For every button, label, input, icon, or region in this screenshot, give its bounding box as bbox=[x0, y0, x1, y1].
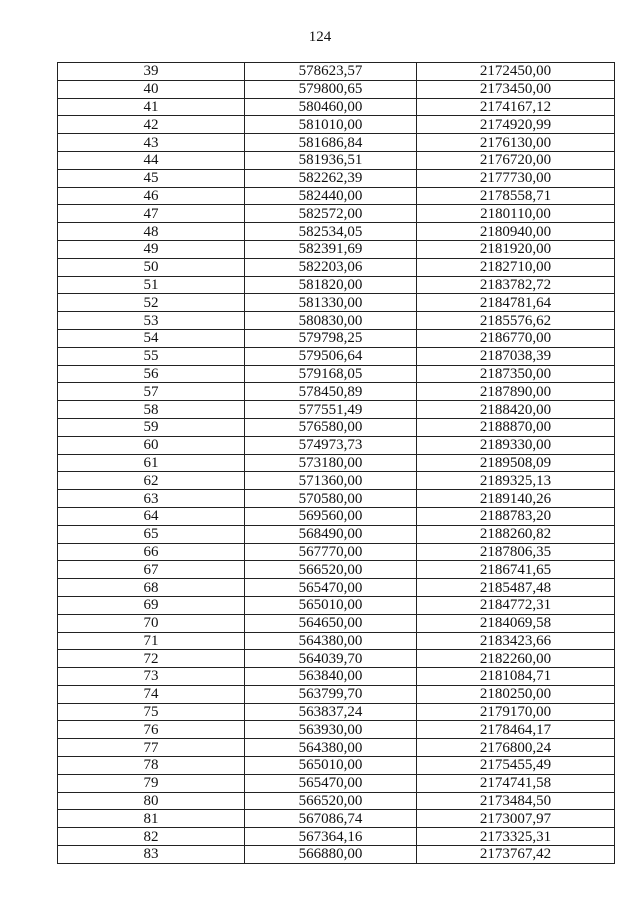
x-coordinate-cell: 566520,00 bbox=[245, 792, 417, 810]
x-coordinate-cell: 566520,00 bbox=[245, 561, 417, 579]
table-row bbox=[58, 418, 615, 436]
x-coordinate-cell: 582440,00 bbox=[245, 187, 417, 205]
table-row bbox=[58, 507, 615, 525]
y-coordinate-cell: 2187890,00 bbox=[417, 383, 615, 401]
y-coordinate-cell: 2187350,00 bbox=[417, 365, 615, 383]
point-number-cell: 41 bbox=[58, 98, 245, 116]
point-number-cell: 75 bbox=[58, 703, 245, 721]
y-coordinate-cell: 2173007,97 bbox=[417, 810, 615, 828]
y-coordinate-cell: 2189330,00 bbox=[417, 436, 615, 454]
x-coordinate-cell: 565010,00 bbox=[245, 596, 417, 614]
point-number-cell: 43 bbox=[58, 134, 245, 152]
y-coordinate-cell: 2185487,48 bbox=[417, 579, 615, 597]
table-row bbox=[58, 169, 615, 187]
point-number-cell: 61 bbox=[58, 454, 245, 472]
point-number-cell: 40 bbox=[58, 80, 245, 98]
y-coordinate-cell: 2184781,64 bbox=[417, 294, 615, 312]
point-number-cell: 48 bbox=[58, 223, 245, 241]
table-row bbox=[58, 774, 615, 792]
y-coordinate-cell: 2173484,50 bbox=[417, 792, 615, 810]
point-number-cell: 74 bbox=[58, 685, 245, 703]
table-row bbox=[58, 685, 615, 703]
x-coordinate-cell: 582203,06 bbox=[245, 258, 417, 276]
x-coordinate-cell: 573180,00 bbox=[245, 454, 417, 472]
x-coordinate-cell: 563837,24 bbox=[245, 703, 417, 721]
y-coordinate-cell: 2182710,00 bbox=[417, 258, 615, 276]
point-number-cell: 69 bbox=[58, 596, 245, 614]
y-coordinate-cell: 2189325,13 bbox=[417, 472, 615, 490]
y-coordinate-cell: 2187038,39 bbox=[417, 347, 615, 365]
table-row bbox=[58, 347, 615, 365]
x-coordinate-cell: 564650,00 bbox=[245, 614, 417, 632]
table-row bbox=[58, 472, 615, 490]
y-coordinate-cell: 2178558,71 bbox=[417, 187, 615, 205]
point-number-cell: 45 bbox=[58, 169, 245, 187]
table-row bbox=[58, 329, 615, 347]
x-coordinate-cell: 578450,89 bbox=[245, 383, 417, 401]
table-row bbox=[58, 561, 615, 579]
point-number-cell: 62 bbox=[58, 472, 245, 490]
point-number-cell: 46 bbox=[58, 187, 245, 205]
y-coordinate-cell: 2178464,17 bbox=[417, 721, 615, 739]
point-number-cell: 52 bbox=[58, 294, 245, 312]
point-number-cell: 65 bbox=[58, 525, 245, 543]
point-number-cell: 39 bbox=[58, 63, 245, 81]
coordinates-table-body bbox=[58, 63, 615, 864]
y-coordinate-cell: 2186770,00 bbox=[417, 329, 615, 347]
y-coordinate-cell: 2174741,58 bbox=[417, 774, 615, 792]
y-coordinate-cell: 2180250,00 bbox=[417, 685, 615, 703]
table-row bbox=[58, 312, 615, 330]
x-coordinate-cell: 565010,00 bbox=[245, 757, 417, 775]
table-row bbox=[58, 454, 615, 472]
point-number-cell: 44 bbox=[58, 151, 245, 169]
point-number-cell: 55 bbox=[58, 347, 245, 365]
table-row bbox=[58, 187, 615, 205]
table-row bbox=[58, 525, 615, 543]
point-number-cell: 77 bbox=[58, 739, 245, 757]
x-coordinate-cell: 567086,74 bbox=[245, 810, 417, 828]
point-number-cell: 73 bbox=[58, 668, 245, 686]
x-coordinate-cell: 563930,00 bbox=[245, 721, 417, 739]
point-number-cell: 59 bbox=[58, 418, 245, 436]
table-row bbox=[58, 401, 615, 419]
x-coordinate-cell: 577551,49 bbox=[245, 401, 417, 419]
point-number-cell: 47 bbox=[58, 205, 245, 223]
point-number-cell: 72 bbox=[58, 650, 245, 668]
x-coordinate-cell: 563840,00 bbox=[245, 668, 417, 686]
x-coordinate-cell: 581330,00 bbox=[245, 294, 417, 312]
point-number-cell: 63 bbox=[58, 490, 245, 508]
x-coordinate-cell: 567364,16 bbox=[245, 828, 417, 846]
point-number-cell: 79 bbox=[58, 774, 245, 792]
table-row bbox=[58, 116, 615, 134]
y-coordinate-cell: 2183423,66 bbox=[417, 632, 615, 650]
point-number-cell: 68 bbox=[58, 579, 245, 597]
table-row bbox=[58, 258, 615, 276]
x-coordinate-cell: 581936,51 bbox=[245, 151, 417, 169]
table-row bbox=[58, 294, 615, 312]
x-coordinate-cell: 569560,00 bbox=[245, 507, 417, 525]
table-row bbox=[58, 365, 615, 383]
y-coordinate-cell: 2181920,00 bbox=[417, 240, 615, 258]
table-row bbox=[58, 134, 615, 152]
y-coordinate-cell: 2188420,00 bbox=[417, 401, 615, 419]
table-row bbox=[58, 757, 615, 775]
y-coordinate-cell: 2176720,00 bbox=[417, 151, 615, 169]
x-coordinate-cell: 579506,64 bbox=[245, 347, 417, 365]
table-row bbox=[58, 436, 615, 454]
table-row bbox=[58, 650, 615, 668]
y-coordinate-cell: 2181084,71 bbox=[417, 668, 615, 686]
x-coordinate-cell: 565470,00 bbox=[245, 579, 417, 597]
y-coordinate-cell: 2173325,31 bbox=[417, 828, 615, 846]
point-number-cell: 53 bbox=[58, 312, 245, 330]
x-coordinate-cell: 571360,00 bbox=[245, 472, 417, 490]
x-coordinate-cell: 579800,65 bbox=[245, 80, 417, 98]
x-coordinate-cell: 563799,70 bbox=[245, 685, 417, 703]
x-coordinate-cell: 581686,84 bbox=[245, 134, 417, 152]
table-row bbox=[58, 579, 615, 597]
x-coordinate-cell: 582391,69 bbox=[245, 240, 417, 258]
coordinates-table bbox=[57, 62, 615, 864]
y-coordinate-cell: 2189140,26 bbox=[417, 490, 615, 508]
point-number-cell: 54 bbox=[58, 329, 245, 347]
point-number-cell: 56 bbox=[58, 365, 245, 383]
x-coordinate-cell: 567770,00 bbox=[245, 543, 417, 561]
y-coordinate-cell: 2180110,00 bbox=[417, 205, 615, 223]
table-row bbox=[58, 276, 615, 294]
x-coordinate-cell: 565470,00 bbox=[245, 774, 417, 792]
y-coordinate-cell: 2186741,65 bbox=[417, 561, 615, 579]
y-coordinate-cell: 2176800,24 bbox=[417, 739, 615, 757]
y-coordinate-cell: 2177730,00 bbox=[417, 169, 615, 187]
point-number-cell: 70 bbox=[58, 614, 245, 632]
y-coordinate-cell: 2184772,31 bbox=[417, 596, 615, 614]
point-number-cell: 60 bbox=[58, 436, 245, 454]
x-coordinate-cell: 564039,70 bbox=[245, 650, 417, 668]
x-coordinate-cell: 576580,00 bbox=[245, 418, 417, 436]
y-coordinate-cell: 2185576,62 bbox=[417, 312, 615, 330]
point-number-cell: 76 bbox=[58, 721, 245, 739]
point-number-cell: 80 bbox=[58, 792, 245, 810]
table-row bbox=[58, 205, 615, 223]
x-coordinate-cell: 574973,73 bbox=[245, 436, 417, 454]
table-row bbox=[58, 490, 615, 508]
x-coordinate-cell: 568490,00 bbox=[245, 525, 417, 543]
x-coordinate-cell: 580830,00 bbox=[245, 312, 417, 330]
table-row bbox=[58, 828, 615, 846]
y-coordinate-cell: 2187806,35 bbox=[417, 543, 615, 561]
y-coordinate-cell: 2188260,82 bbox=[417, 525, 615, 543]
point-number-cell: 66 bbox=[58, 543, 245, 561]
x-coordinate-cell: 564380,00 bbox=[245, 632, 417, 650]
table-row bbox=[58, 614, 615, 632]
point-number-cell: 67 bbox=[58, 561, 245, 579]
x-coordinate-cell: 579798,25 bbox=[245, 329, 417, 347]
x-coordinate-cell: 582572,00 bbox=[245, 205, 417, 223]
table-row bbox=[58, 739, 615, 757]
table-row bbox=[58, 668, 615, 686]
table-row bbox=[58, 846, 615, 864]
x-coordinate-cell: 578623,57 bbox=[245, 63, 417, 81]
y-coordinate-cell: 2172450,00 bbox=[417, 63, 615, 81]
y-coordinate-cell: 2176130,00 bbox=[417, 134, 615, 152]
table-row bbox=[58, 240, 615, 258]
point-number-cell: 58 bbox=[58, 401, 245, 419]
y-coordinate-cell: 2183782,72 bbox=[417, 276, 615, 294]
y-coordinate-cell: 2182260,00 bbox=[417, 650, 615, 668]
point-number-cell: 83 bbox=[58, 846, 245, 864]
point-number-cell: 81 bbox=[58, 810, 245, 828]
table-row bbox=[58, 98, 615, 116]
point-number-cell: 78 bbox=[58, 757, 245, 775]
y-coordinate-cell: 2175455,49 bbox=[417, 757, 615, 775]
y-coordinate-cell: 2188870,00 bbox=[417, 418, 615, 436]
x-coordinate-cell: 581010,00 bbox=[245, 116, 417, 134]
point-number-cell: 42 bbox=[58, 116, 245, 134]
x-coordinate-cell: 582262,39 bbox=[245, 169, 417, 187]
x-coordinate-cell: 580460,00 bbox=[245, 98, 417, 116]
point-number-cell: 82 bbox=[58, 828, 245, 846]
x-coordinate-cell: 579168,05 bbox=[245, 365, 417, 383]
table-row bbox=[58, 543, 615, 561]
page-number: 124 bbox=[308, 29, 332, 45]
y-coordinate-cell: 2173450,00 bbox=[417, 80, 615, 98]
x-coordinate-cell: 570580,00 bbox=[245, 490, 417, 508]
table-row bbox=[58, 632, 615, 650]
table-row bbox=[58, 810, 615, 828]
y-coordinate-cell: 2179170,00 bbox=[417, 703, 615, 721]
point-number-cell: 71 bbox=[58, 632, 245, 650]
point-number-cell: 57 bbox=[58, 383, 245, 401]
table-row bbox=[58, 63, 615, 81]
y-coordinate-cell: 2174167,12 bbox=[417, 98, 615, 116]
x-coordinate-cell: 582534,05 bbox=[245, 223, 417, 241]
table-row bbox=[58, 151, 615, 169]
point-number-cell: 64 bbox=[58, 507, 245, 525]
table-row bbox=[58, 223, 615, 241]
table-row bbox=[58, 80, 615, 98]
table-row bbox=[58, 721, 615, 739]
x-coordinate-cell: 564380,00 bbox=[245, 739, 417, 757]
point-number-cell: 49 bbox=[58, 240, 245, 258]
table-row bbox=[58, 596, 615, 614]
table-row bbox=[58, 792, 615, 810]
table-row bbox=[58, 383, 615, 401]
x-coordinate-cell: 581820,00 bbox=[245, 276, 417, 294]
point-number-cell: 51 bbox=[58, 276, 245, 294]
y-coordinate-cell: 2188783,20 bbox=[417, 507, 615, 525]
table-row bbox=[58, 703, 615, 721]
y-coordinate-cell: 2174920,99 bbox=[417, 116, 615, 134]
y-coordinate-cell: 2180940,00 bbox=[417, 223, 615, 241]
point-number-cell: 50 bbox=[58, 258, 245, 276]
x-coordinate-cell: 566880,00 bbox=[245, 846, 417, 864]
y-coordinate-cell: 2173767,42 bbox=[417, 846, 615, 864]
y-coordinate-cell: 2189508,09 bbox=[417, 454, 615, 472]
y-coordinate-cell: 2184069,58 bbox=[417, 614, 615, 632]
